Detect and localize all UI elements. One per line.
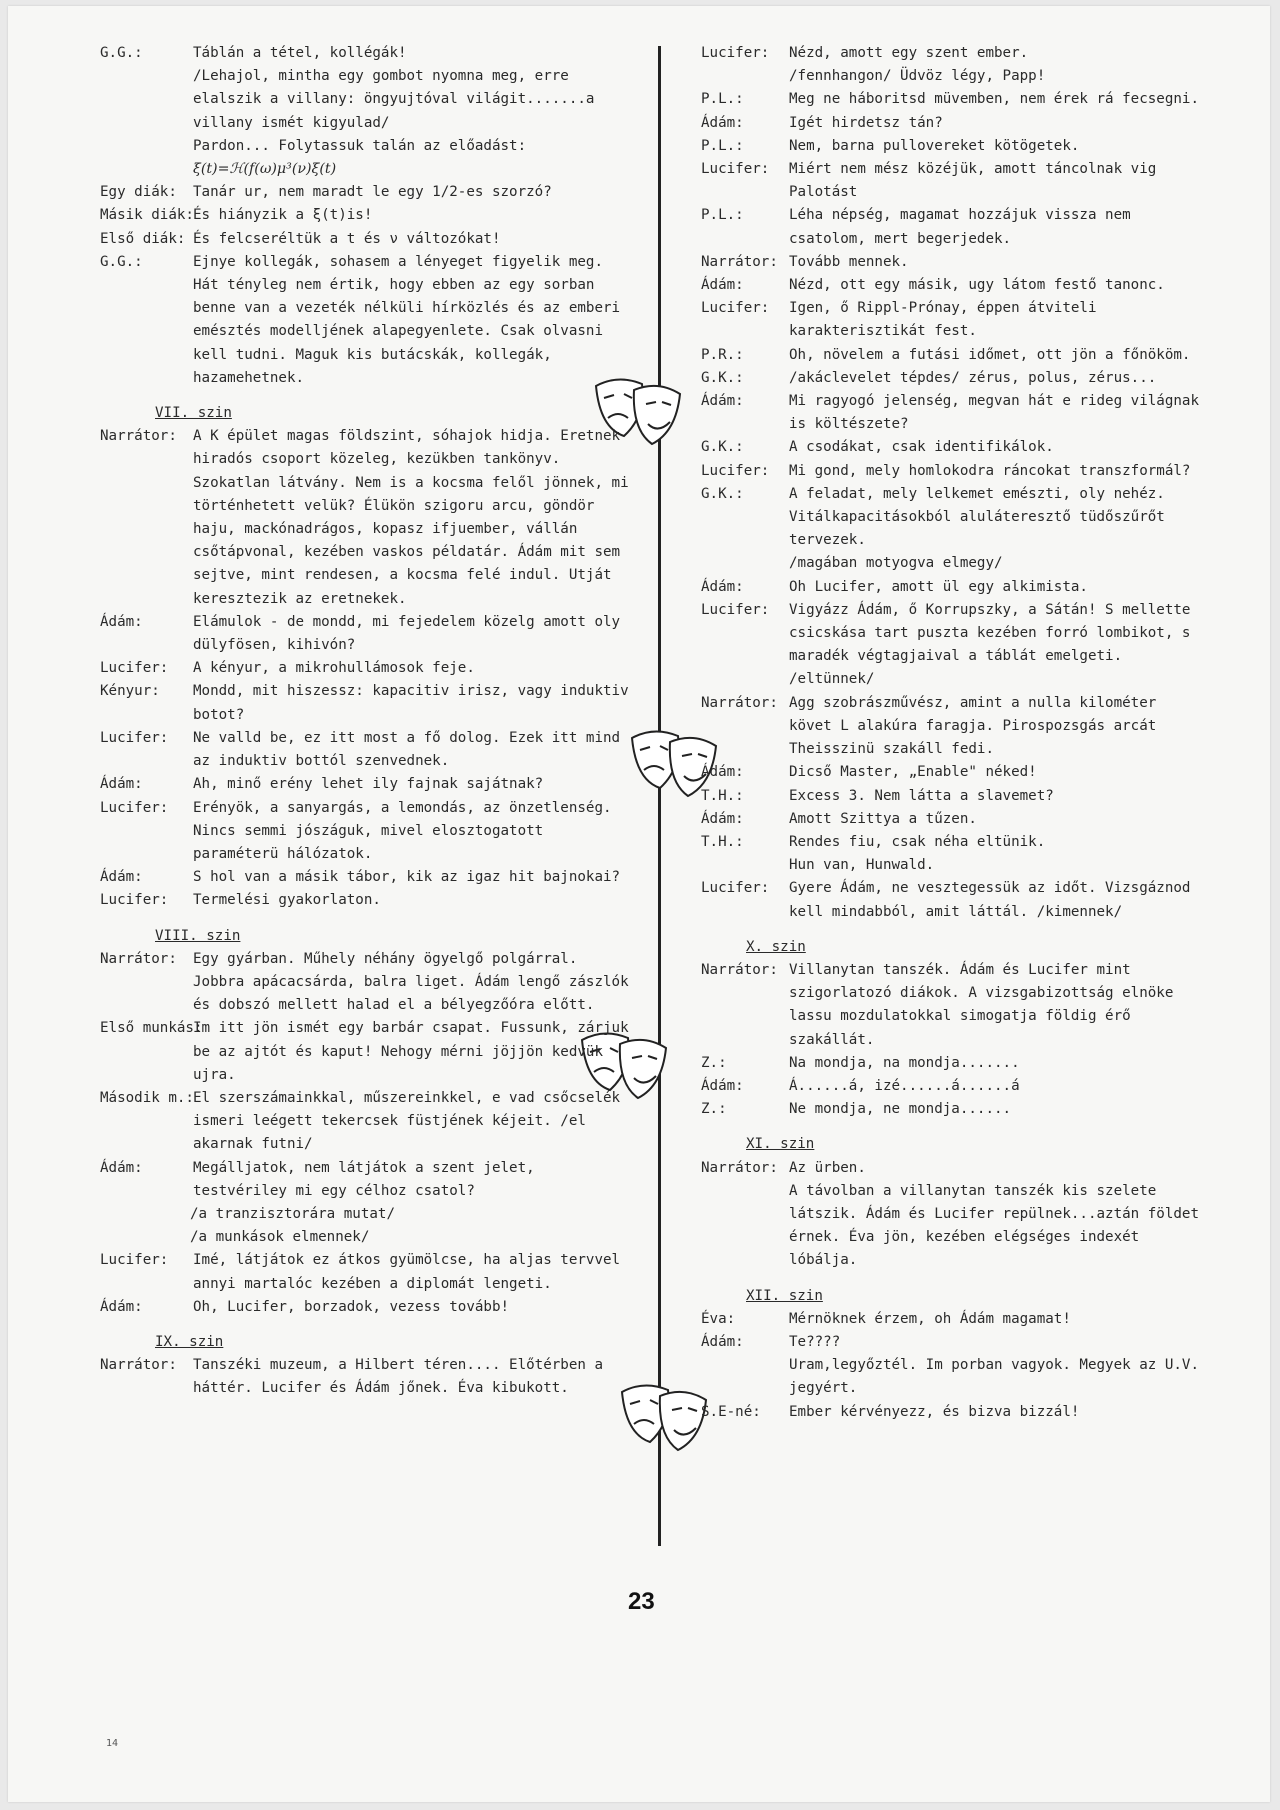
dialogue-line — [701, 1157, 1201, 1180]
dialogue-text: Á......á, izé......á......á — [789, 1077, 1020, 1094]
speaker-name — [100, 65, 193, 135]
dialogue-line — [701, 390, 1201, 436]
scene-heading: XI. szin — [746, 1136, 815, 1153]
speaker-name: Egy diák: — [100, 184, 177, 201]
speaker-name: Lucifer: — [701, 880, 770, 897]
dialogue-line — [701, 785, 1201, 808]
dialogue-text: Léha népség, magamat hozzájuk vissza nem csatolom, mert begerjedek. — [789, 207, 1131, 247]
speaker-name — [701, 552, 789, 575]
dialogue-text: Uram,legyőztél. Im porban vagyok. Megyek az U.V. jegyért. — [789, 1357, 1199, 1397]
dialogue-line — [701, 297, 1201, 343]
dialogue-text: Táblán a tétel, kollégák! — [193, 45, 407, 61]
speaker-name: Lucifer: — [100, 729, 169, 746]
speaker-name: Ádám: — [701, 1333, 744, 1350]
dialogue-line — [701, 158, 1201, 204]
dialogue-line — [701, 1401, 1201, 1424]
dialogue-text: Miért nem mész közéjük, amott táncolnak vig Palotást — [789, 161, 1157, 201]
speaker-name: Ádám: — [701, 1077, 744, 1094]
dialogue-text: Ne valld be, ez itt most a fő dolog. Ezek itt mind az induktiv bottól szenvednek. — [193, 729, 621, 770]
dialogue-text: A K épület magas földszint, sóhajok hidja. Eretnek hiradós csoport közeleg, kezükben tankönyv. Szokatlan látvány. Nem is a kocsma felől jönnek, mi történhetett velük? Élükön szigoru arcu, göndör haju, mackónadrágos, kopasz ifjuember, vállán csőtápvonal, kezében vaskos példatár. Ádám mit sem sejtve, mint rendesen, a kocsma felé indul. Utját keresztezik az eretnekek. — [193, 428, 629, 607]
dialogue-text: Amott Szittya a tűzen. — [789, 810, 977, 827]
dialogue-line — [100, 727, 635, 773]
speaker-name: P.L.: — [701, 137, 744, 154]
dialogue-text: Pardon... Folytassuk talán az előadást: — [193, 137, 527, 154]
speaker-name: Ádám: — [701, 810, 744, 827]
dialogue-text: Egy gyárban. Műhely néhány ögyelgő polgárral. Jobbra apácacsárda, balra liget. Ádám lengő zászlók és dobszó mellett halad el a bélyegzőóra előtt. — [193, 950, 629, 1014]
corner-mark: 14 — [106, 1738, 119, 1749]
dialogue-text: Mi ragyogó jelenség, megvan hát e rideg világnak is költészete? — [789, 393, 1199, 433]
scene-dialogue — [100, 948, 635, 1319]
opening-dialogue — [701, 42, 1201, 924]
right-column — [701, 42, 1201, 1424]
page-number: 23 — [628, 1588, 655, 1615]
dialogue-text: Az ürben. — [789, 1159, 866, 1176]
dialogue-text: Tovább mennek. — [789, 253, 909, 270]
dialogue-line — [100, 1203, 635, 1226]
dialogue-text: S hol van a másik tábor, kik az igaz hit bajnokai? — [193, 869, 621, 886]
speaker-name: Lucifer: — [100, 1252, 169, 1269]
dialogue-line — [701, 1331, 1201, 1354]
speaker-name: Narrátor: — [100, 428, 177, 445]
speaker-name: Ádám: — [701, 277, 744, 294]
dialogue-line — [100, 42, 635, 65]
dialogue-line — [100, 657, 635, 680]
script-page — [8, 6, 1270, 1802]
dialogue-text: A csodákat, csak identifikálok. — [789, 439, 1054, 456]
dialogue-text: Hun van, Hunwald. — [789, 857, 935, 874]
dialogue-line — [100, 611, 635, 657]
speaker-name — [701, 65, 789, 88]
dialogue-text: Ember kérvényezz, és bizva bizzál! — [789, 1403, 1080, 1420]
dialogue-line — [701, 877, 1201, 923]
speaker-name: G.K.: — [701, 485, 744, 502]
scene-dialogue — [701, 1157, 1201, 1273]
dialogue-text: A kényur, a mikrohullámosok feje. — [193, 660, 475, 677]
dialogue-line — [701, 1354, 1201, 1400]
dialogue-line — [100, 948, 635, 1018]
speaker-name: G.K.: — [701, 369, 744, 386]
dialogue-line — [701, 668, 1201, 691]
dialogue-text: Elámulok - de mondd, mi fejedelem közelg amott oly dülyfösen, kihivón? — [193, 613, 621, 654]
dialogue-text: Excess 3. Nem látta a slavemet? — [789, 787, 1054, 804]
dialogue-text: Imé, látjátok ez átkos gyümölcse, ha aljas tervvel annyi martalóc kezében a diplomát lengeti. — [193, 1252, 621, 1292]
speaker-name: Lucifer: — [701, 300, 770, 317]
dialogue-line — [100, 228, 635, 251]
dialogue-text: Igen, ő Rippl-Prónay, éppen átviteli karakterisztikát fest. — [789, 300, 1097, 340]
scene-heading: VIII. szin — [155, 927, 241, 944]
dialogue-text: Erényök, a sanyargás, a lemondás, az önzetlenség. Nincs semmi jószáguk, mivel elosztogatott paraméterü hálózatok. — [193, 799, 612, 862]
speaker-name: Ádám: — [100, 776, 143, 793]
dialogue-line — [701, 854, 1201, 877]
speaker-name: Narrátor: — [701, 253, 778, 270]
dialogue-line — [701, 1075, 1201, 1098]
dialogue-text: Nézd, ott egy másik, ugy látom festő tanonc. — [789, 277, 1165, 294]
dialogue-line — [100, 1017, 635, 1087]
dialogue-line — [100, 425, 635, 611]
dialogue-line — [100, 1249, 635, 1295]
dialogue-text: /eltünnek/ — [789, 671, 875, 688]
speaker-name — [701, 668, 789, 691]
speaker-name: Első munkás: — [100, 1020, 203, 1037]
scene-heading: VII. szin — [155, 405, 232, 422]
speaker-name: S.E-né: — [701, 1403, 761, 1420]
dialogue-text: /Lehajol, mintha egy gombot nyomna meg, erre elalszik a villany: öngyujtóval világit.......a villany ismét kigyulad/ — [193, 68, 595, 131]
speaker-name: G.K.: — [701, 439, 744, 456]
scene-dialogue — [701, 959, 1201, 1121]
dialogue-line — [100, 866, 635, 889]
speaker-name: Második m.: — [100, 1089, 194, 1106]
speaker-name: Narrátor: — [100, 1357, 177, 1374]
speaker-name: Narrátor: — [701, 694, 778, 711]
speaker-name: Lucifer: — [100, 892, 169, 909]
dialogue-text: Rendes fiu, csak néha eltünik. — [789, 833, 1046, 850]
dialogue-text: A feladat, mely lelkemet emészti, oly nehéz. Vitálkapacitásokból aluláteresztő tüdőszűrőt tervezek. — [789, 485, 1165, 549]
speaker-name: Ádám: — [701, 764, 744, 781]
dialogue-line — [701, 483, 1201, 553]
speaker-name: Z.: — [701, 1054, 727, 1071]
dialogue-text: Mondd, mit hiszessz: kapacitiv irisz, vagy induktiv botot? — [193, 683, 629, 723]
dialogue-line — [100, 680, 635, 726]
speaker-name: Lucifer: — [100, 660, 169, 677]
dialogue-line — [100, 251, 635, 390]
speaker-name — [701, 854, 789, 877]
dialogue-line — [100, 797, 635, 867]
dialogue-line — [100, 135, 635, 158]
scene-dialogue — [100, 1354, 635, 1400]
dialogue-line — [100, 773, 635, 796]
dialogue-line — [701, 1098, 1201, 1121]
dialogue-text: Vigyázz Ádám, ő Korrupszky, a Sátán! S mellette csicskása tart puszta kezében forró lombikot, s maradék végtagjaival a táblát emelgeti. — [789, 601, 1191, 665]
dialogue-text: /fennhangon/ Üdvöz légy, Papp! — [789, 68, 1046, 85]
dialogue-line — [100, 1354, 635, 1400]
dialogue-line — [701, 367, 1201, 390]
dialogue-text: Ah, minő erény lehet ily fajnak sajátnak? — [193, 776, 544, 793]
speaker-name: Ádám: — [100, 869, 143, 886]
dialogue-text: Mi gond, mely homlokodra ráncokat transzformál? — [789, 462, 1191, 479]
speaker-name: Z.: — [701, 1101, 727, 1118]
dialogue-line — [701, 436, 1201, 459]
dialogue-text: Termelési gyakorlaton. — [193, 892, 381, 909]
dialogue-text: Nézd, amott egy szent ember. — [789, 45, 1029, 61]
dialogue-line — [701, 135, 1201, 158]
dialogue-line — [701, 692, 1201, 762]
speaker-name: Lucifer: — [100, 799, 169, 816]
dialogue-line — [701, 831, 1201, 854]
dialogue-line — [100, 889, 635, 912]
dialogue-line — [701, 761, 1201, 784]
speaker-name — [100, 158, 193, 181]
stage-direction: /a tranzisztorára mutat/ — [190, 1205, 395, 1222]
dialogue-text: Tanár ur, nem maradt le egy 1/2-es szorzó? — [193, 184, 552, 201]
speaker-name: Lucifer: — [701, 161, 770, 178]
dialogue-text: Oh Lucifer, amott ül egy alkimista. — [789, 578, 1088, 595]
dialogue-line — [100, 1087, 635, 1157]
dialogue-text: Dicső Master, „Enable" néked! — [789, 764, 1037, 781]
dialogue-text: Igét hirdetsz tán? — [789, 114, 943, 131]
speaker-name: T.H.: — [701, 833, 744, 850]
scene-heading: X. szin — [746, 938, 806, 955]
dialogue-text: Gyere Ádám, ne vesztegessük az időt. Vizsgáznod kell mindabból, amit láttál. /kimennek/ — [789, 880, 1191, 920]
dialogue-text: Ejnye kollegák, sohasem a lényeget figyelik meg. Hát tényleg nem értik, hogy ebben az egy sorban benne van a vezeték nélküli hírközlés és az emberi emésztés modelljének alapegyenlete. Csak olvasni kell tudni. Maguk kis butácskák, kollegák, hazamehetnek. — [193, 253, 621, 386]
speaker-name: Első diák: — [100, 230, 186, 247]
dialogue-text: Tanszéki muzeum, a Hilbert téren.... Előtérben a háttér. Lucifer és Ádám jőnek. Éva kibukott. — [193, 1357, 603, 1397]
dialogue-text: Na mondja, na mondja....... — [789, 1054, 1020, 1071]
speaker-name: G.G.: — [100, 253, 143, 270]
dialogue-line — [100, 1296, 635, 1319]
dialogue-line — [701, 204, 1201, 250]
dialogue-line — [100, 181, 635, 204]
dialogue-text: Mérnöknek érzem, oh Ádám magamat! — [789, 1310, 1071, 1327]
dialogue-text: Nem, barna pullovereket kötögetek. — [789, 137, 1080, 154]
dialogue-line — [701, 65, 1201, 88]
dialogue-line — [701, 1052, 1201, 1075]
speaker-name: P.L.: — [701, 207, 744, 224]
dialogue-line — [701, 959, 1201, 1052]
dialogue-text: A távolban a villanytan tanszék kis szelete látszik. Ádám és Lucifer repülnek...aztán földet érnek. Éva jön, kezében elégséges indexét lóbálja. — [789, 1182, 1199, 1269]
speaker-name: Narrátor: — [701, 961, 778, 978]
scene-dialogue — [100, 425, 635, 912]
dialogue-text: Meg ne háboritsd müvemben, nem érek rá fecsegni. — [789, 91, 1199, 108]
opening-dialogue — [100, 42, 635, 390]
left-column — [100, 42, 635, 1401]
dialogue-text: Te???? — [789, 1333, 841, 1350]
dialogue-line — [100, 204, 635, 227]
dialogue-line — [100, 158, 635, 181]
dialogue-text: Im itt jön ismét egy barbár csapat. Fussunk, zárjuk be az ajtót és kaput! Nehogy mérni jöjjön kedvük ujra. — [193, 1020, 629, 1083]
speaker-name: Ádám: — [100, 1159, 143, 1176]
speaker-name: Ádám: — [701, 114, 744, 131]
dialogue-line — [701, 1180, 1201, 1273]
dialogue-line — [701, 552, 1201, 575]
dialogue-text: /magában motyogva elmegy/ — [789, 555, 1003, 572]
dialogue-line — [701, 251, 1201, 274]
dialogue-line — [701, 1308, 1201, 1331]
dialogue-line — [701, 808, 1201, 831]
speaker-name: Ádám: — [701, 578, 744, 595]
dialogue-line — [100, 1157, 635, 1203]
dialogue-text: Oh, Lucifer, borzadok, vezess tovább! — [193, 1298, 510, 1315]
dialogue-line — [701, 599, 1201, 669]
dialogue-text: Villanytan tanszék. Ádám és Lucifer mint szigorlatozó diákok. A vizsgabizottság elnöke lassu mozdulatokkal simogatja földig érő szakállát. — [789, 961, 1174, 1048]
speaker-name: Lucifer: — [701, 45, 770, 61]
speaker-name: Ádám: — [100, 613, 143, 630]
speaker-name: T.H.: — [701, 787, 744, 804]
dialogue-line — [100, 1226, 635, 1249]
speaker-name: P.R.: — [701, 346, 744, 363]
dialogue-line — [701, 88, 1201, 111]
speaker-name — [100, 135, 193, 158]
dialogue-line — [100, 65, 635, 135]
dialogue-text: El szerszámainkkal, műszereinkkel, e vad csőcselék ismeri leégett tekercsek füstjének kéjeit. /el akarnak futni/ — [193, 1089, 621, 1153]
dialogue-text: Oh, növelem a futási időmet, ott jön a főnököm. — [789, 346, 1191, 363]
speaker-name: Narrátor: — [100, 950, 177, 967]
scene-heading: IX. szin — [155, 1333, 224, 1350]
stage-direction: /a munkások elmennek/ — [190, 1229, 370, 1246]
dialogue-line — [701, 460, 1201, 483]
speaker-name — [701, 1354, 789, 1400]
speaker-name: Lucifer: — [701, 601, 770, 618]
dialogue-line — [701, 112, 1201, 135]
dialogue-text: /akáclevelet tépdes/ zérus, polus, zérus... — [789, 369, 1157, 386]
speaker-name: Narrátor: — [701, 1159, 778, 1176]
dialogue-text: És felcseréltük a t és ν változókat! — [193, 230, 501, 247]
speaker-name: Lucifer: — [701, 462, 770, 479]
dialogue-text: Agg szobrászművész, amint a nulla kilométer követ L alakúra faragja. Pirospozsgás arcát Theisszinü szakáll fedi. — [789, 694, 1157, 758]
scene-dialogue — [701, 1308, 1201, 1424]
speaker-name: Éva: — [701, 1310, 736, 1327]
scene-heading: XII. szin — [746, 1287, 823, 1304]
formula-text: ξ(t)=ℋ(f(ω)μ³(ν)ξ(t) — [193, 161, 337, 178]
speaker-name: P.L.: — [701, 91, 744, 108]
speaker-name: Ádám: — [100, 1298, 143, 1315]
speaker-name: Másik diák: — [100, 207, 194, 224]
speaker-name: Kényur: — [100, 683, 160, 700]
dialogue-line — [701, 576, 1201, 599]
dialogue-line — [701, 42, 1201, 65]
dialogue-text: És hiányzik a ξ(t)is! — [193, 207, 373, 224]
speaker-name: G.G.: — [100, 45, 143, 61]
dialogue-text: Ne mondja, ne mondja...... — [789, 1101, 1012, 1118]
speaker-name — [701, 1180, 789, 1273]
dialogue-text: Megálljatok, nem látjátok a szent jelet, testvériley mi egy célhoz csatol? — [193, 1159, 535, 1199]
speaker-name: Ádám: — [701, 393, 744, 410]
dialogue-line — [701, 274, 1201, 297]
dialogue-line — [701, 344, 1201, 367]
